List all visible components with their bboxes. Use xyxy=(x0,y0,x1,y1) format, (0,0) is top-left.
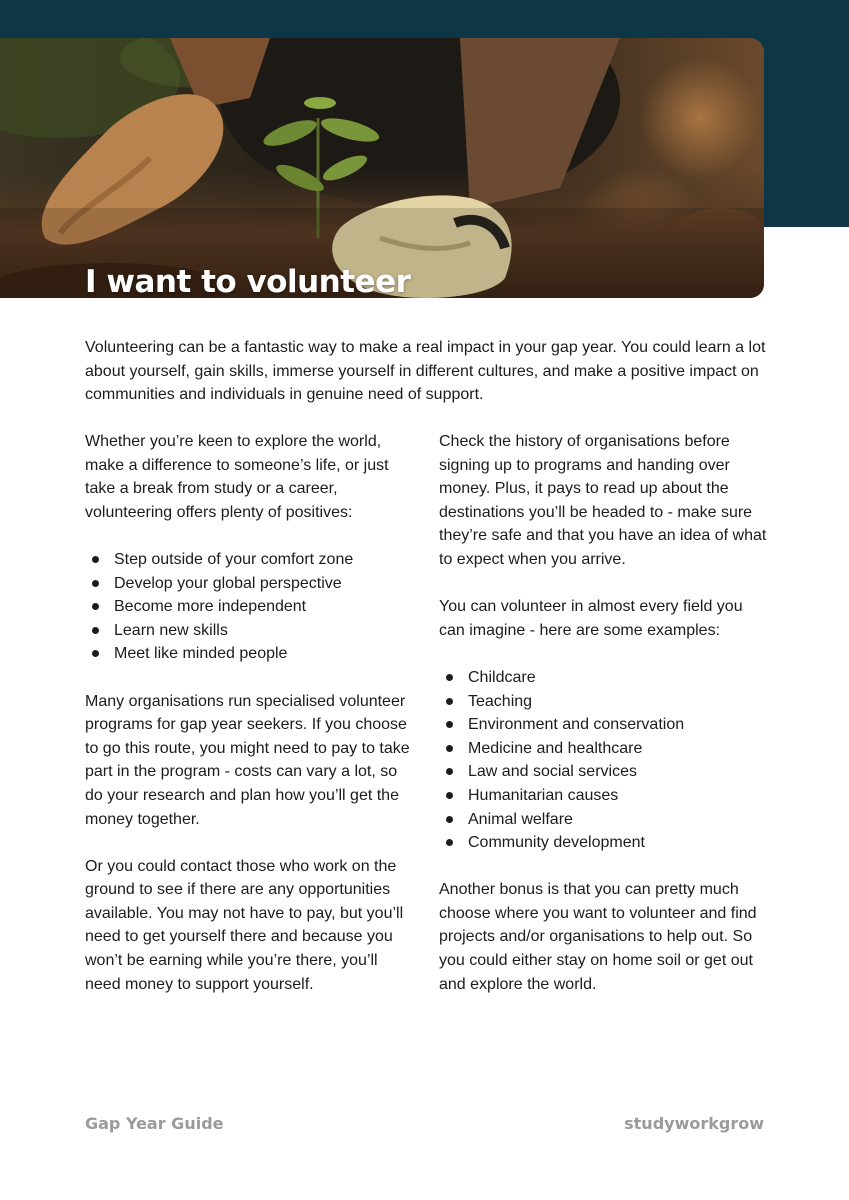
list-item: Become more independent xyxy=(85,595,415,619)
hero-banner xyxy=(0,38,764,298)
intro-paragraph: Volunteering can be a fantastic way to make a real impact in your gap year. You could learn a lot about yourself, gain skills, immerse yourself in different cultures, and make a positive impact on communities and individuals in genuine need of support. xyxy=(85,339,766,404)
footer-brand: studyworkgrow xyxy=(624,1114,764,1133)
right-paragraph-2: You can volunteer in almost every field you can imagine - here are some examples: xyxy=(439,598,743,639)
list-item: Animal welfare xyxy=(439,808,769,832)
list-item: Teaching xyxy=(439,690,769,714)
left-column xyxy=(85,430,415,1020)
right-paragraph-3: Another bonus is that you can pretty much choose where you want to volunteer and find projects and/or organisations to help out. So you could either stay on home soil or get out and explore the world. xyxy=(439,881,757,993)
left-paragraph-1: Whether you’re keen to explore the world, make a difference to someone’s life, or just take a break from study or a career, volunteering offers plenty of positives: xyxy=(85,433,389,521)
list-item: Environment and conservation xyxy=(439,713,769,737)
list-item: Law and social services xyxy=(439,760,769,784)
list-item: Humanitarian causes xyxy=(439,784,769,808)
list-item: Community development xyxy=(439,831,769,855)
list-item: Medicine and healthcare xyxy=(439,737,769,761)
list-item: Develop your global perspective xyxy=(85,572,415,596)
left-paragraph-3: Or you could contact those who work on the ground to see if there are any opportunities available. You may not have to pay, but you’ll need to get yourself there and because you won’t be earning while you’re there, you’ll need money to support yourself. xyxy=(85,857,404,993)
left-paragraph-2: Many organisations run specialised volunteer programs for gap year seekers. If you choose to go this route, you might need to pay to take part in the program - costs can vary a lot, so do your research and plan how you’ll get the money together. xyxy=(85,692,410,828)
list-item: Learn new skills xyxy=(85,619,415,643)
hero-photo xyxy=(0,38,764,298)
right-column xyxy=(439,430,769,1020)
right-paragraph-1: Check the history of organisations before signing up to programs and handing over money. Plus, it pays to read up about the destinations you’ll be headed to - make sure they’re safe and that you have an idea of what to expect when you arrive. xyxy=(439,433,767,568)
list-item: Step outside of your comfort zone xyxy=(85,548,415,572)
benefits-list xyxy=(85,548,415,666)
page-title: I want to volunteer xyxy=(85,264,411,298)
footer-guide-title: Gap Year Guide xyxy=(85,1114,224,1133)
fields-list xyxy=(439,666,769,855)
list-item: Childcare xyxy=(439,666,769,690)
list-item: Meet like minded people xyxy=(85,642,415,666)
